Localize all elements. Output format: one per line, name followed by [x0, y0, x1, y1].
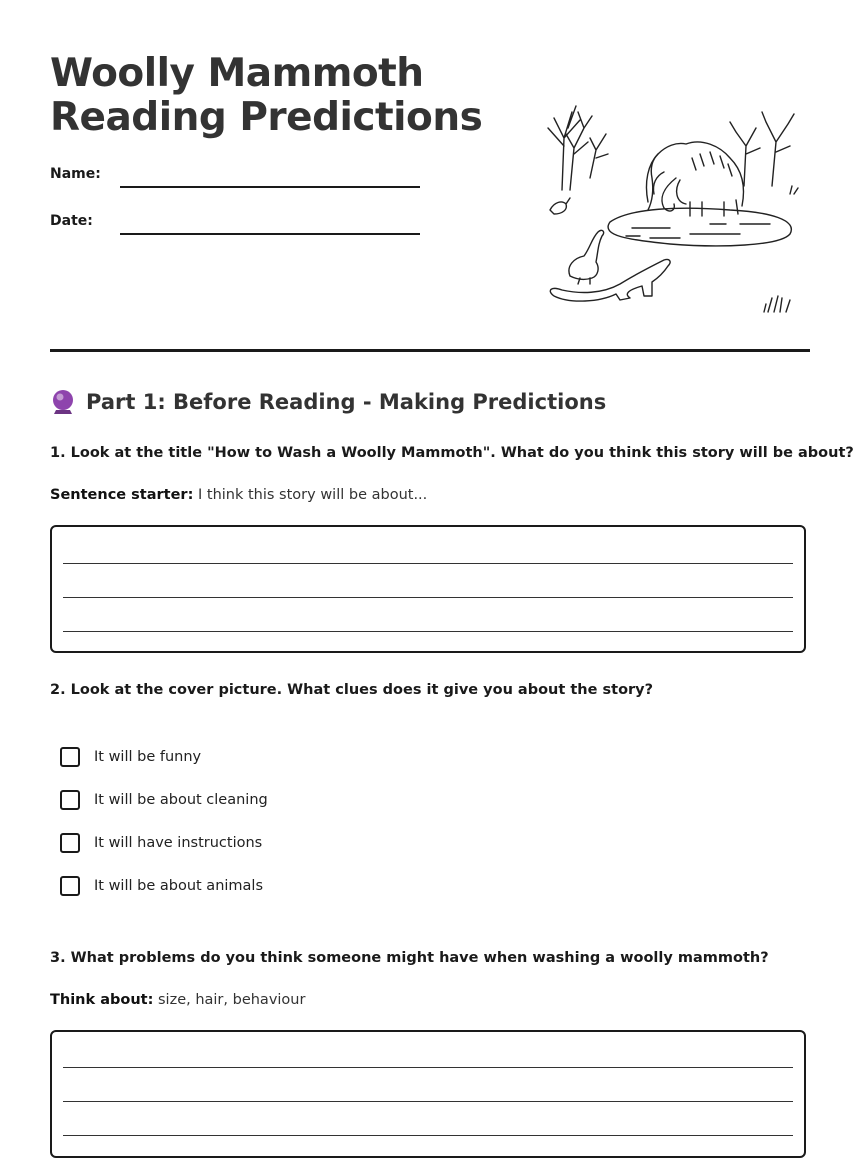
question-3: 3. What problems do you think someone might have when washing a woolly mammoth? — [50, 950, 769, 966]
writing-line — [63, 1067, 793, 1068]
worksheet-page — [50, 0, 854, 1161]
date-label: Date: — [50, 213, 93, 229]
crystal-ball-icon — [50, 389, 76, 415]
name-label: Name: — [50, 166, 101, 182]
prediction-checklist — [60, 745, 268, 917]
answer-box-1[interactable] — [50, 525, 806, 653]
checkbox-label: It will be funny — [94, 749, 202, 765]
date-field[interactable] — [120, 233, 420, 235]
think-about-hint — [50, 992, 305, 1008]
checkbox[interactable] — [60, 790, 80, 810]
checklist-item[interactable] — [60, 874, 268, 917]
section-title — [50, 389, 606, 415]
section-title-text: Part 1: Before Reading - Making Predictions — [86, 390, 607, 414]
checklist-item[interactable] — [60, 831, 268, 874]
sentence-starter-text: I think this story will be about... — [193, 487, 428, 503]
sentence-starter-label: Sentence starter: — [50, 487, 194, 503]
writing-line — [63, 631, 793, 632]
checkbox-label: It will have instructions — [94, 835, 263, 851]
checkbox[interactable] — [60, 833, 80, 853]
checklist-item[interactable] — [60, 788, 268, 831]
checkbox[interactable] — [60, 747, 80, 767]
think-about-text: size, hair, behaviour — [153, 992, 306, 1008]
answer-box-3[interactable] — [50, 1030, 806, 1158]
checkbox-label: It will be about cleaning — [94, 792, 268, 808]
title-line-1: Woolly Mammoth — [50, 51, 424, 96]
think-about-label: Think about: — [50, 992, 154, 1008]
question-1: 1. Look at the title "How to Wash a Woolly Mammoth". What do you think this story will be about? — [50, 445, 854, 461]
writing-line — [63, 563, 793, 564]
checkbox-label: It will be about animals — [94, 878, 264, 894]
worksheet-title — [50, 52, 482, 140]
header-divider — [50, 349, 810, 352]
checklist-item[interactable] — [60, 745, 268, 788]
writing-line — [63, 1101, 793, 1102]
question-2: 2. Look at the cover picture. What clues does it give you about the story? — [50, 682, 654, 698]
writing-line — [63, 597, 793, 598]
name-field[interactable] — [120, 186, 420, 188]
writing-line — [63, 1135, 793, 1136]
woolly-mammoth-illustration — [540, 98, 810, 320]
sentence-starter — [50, 487, 427, 503]
title-line-2: Reading Predictions — [50, 95, 483, 140]
checkbox[interactable] — [60, 876, 80, 896]
